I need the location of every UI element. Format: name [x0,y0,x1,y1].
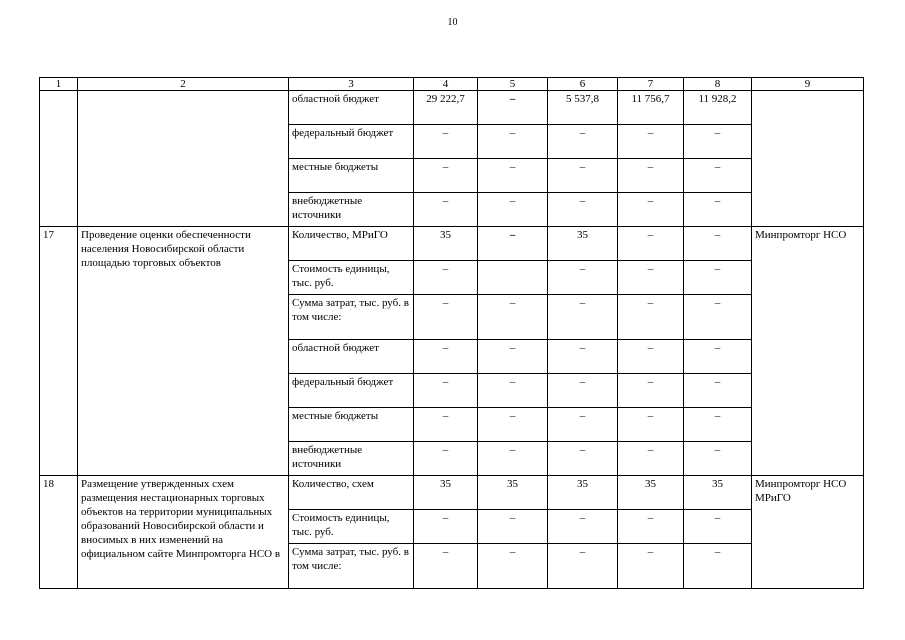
value-cell: – [548,295,618,340]
header-cell: 7 [618,78,684,91]
value-cell: – [414,374,478,408]
value-cell: – [548,544,618,589]
row-label: федеральный бюджет [289,125,414,159]
value-cell: – [618,544,684,589]
value-cell: – [478,408,548,442]
header-cell: 5 [478,78,548,91]
value-cell: – [414,125,478,159]
value-cell: – [684,227,752,261]
value-cell: – [414,159,478,193]
value-cell: – [478,510,548,544]
value-cell: – [684,193,752,227]
value-cell: – [618,442,684,476]
value-cell: 11 928,2 [684,91,752,125]
value-cell: – [684,442,752,476]
header-cell: 8 [684,78,752,91]
value-cell: – [478,91,548,125]
page-number: 10 [447,17,458,28]
item-title: Проведение оценки обеспеченности населения Новосибирской области площадью торговых объектов [78,227,289,476]
value-cell: – [478,442,548,476]
row-label: Количество, МРиГО [289,227,414,261]
item-executor: Минпромторг НСО МРиГО [752,476,864,589]
value-cell: – [478,544,548,589]
header-row [40,78,864,91]
value-cell: – [548,374,618,408]
value-cell: 35 [414,476,478,510]
value-cell: – [414,340,478,374]
table-row [40,91,864,125]
executor-cell-empty [752,91,864,227]
header-cell: 9 [752,78,864,91]
value-cell: – [684,374,752,408]
item-number: 17 [40,227,78,476]
value-cell: 35 [414,227,478,261]
row-label: областной бюджет [289,91,414,125]
value-cell: 35 [478,476,548,510]
value-cell: – [684,125,752,159]
value-cell: – [414,408,478,442]
num-cell-empty [40,91,78,227]
value-cell: – [684,544,752,589]
value-cell: – [414,544,478,589]
value-cell: – [684,295,752,340]
value-cell: – [414,193,478,227]
row-label: Сумма затрат, тыс. руб. в том числе: [289,544,414,589]
value-cell: – [618,510,684,544]
value-cell [478,261,548,295]
value-cell: – [478,125,548,159]
value-cell: – [684,510,752,544]
value-cell: – [548,159,618,193]
value-cell: – [414,510,478,544]
row-label: федеральный бюджет [289,374,414,408]
value-cell: – [414,295,478,340]
value-cell: 5 537,8 [548,91,618,125]
value-cell: – [618,340,684,374]
table-row [40,476,864,510]
row-label: местные бюджеты [289,159,414,193]
header-cell: 2 [78,78,289,91]
value-cell: – [618,295,684,340]
header-cell: 4 [414,78,478,91]
header-cell: 1 [40,78,78,91]
value-cell: – [548,442,618,476]
value-cell: – [478,295,548,340]
value-cell: – [478,340,548,374]
value-cell: 35 [548,227,618,261]
row-label: внебюджетные источники [289,442,414,476]
value-cell: – [618,193,684,227]
value-cell: – [684,408,752,442]
row-label: Стоимость единицы, тыс. руб. [289,510,414,544]
value-cell: – [414,442,478,476]
row-label: Стоимость единицы, тыс. руб. [289,261,414,295]
value-cell: – [548,261,618,295]
value-cell: – [618,408,684,442]
row-label: местные бюджеты [289,408,414,442]
value-cell: – [478,193,548,227]
value-cell: – [548,125,618,159]
value-cell: – [684,159,752,193]
value-cell: – [548,193,618,227]
header-cell: 3 [289,78,414,91]
value-cell: – [478,374,548,408]
value-cell: – [618,261,684,295]
item-title: Размещение утвержденных схем размещения нестационарных торговых объектов на территории муниципальных образований Новосибирской области и вносимых в них изменений на официальном сайте Минпромторга НСО в [78,476,289,589]
table-row [40,227,864,261]
value-cell: – [684,340,752,374]
item-executor: Минпромторг НСО [752,227,864,476]
value-cell: – [478,227,548,261]
header-cell: 6 [548,78,618,91]
row-label: внебюджетные источники [289,193,414,227]
value-cell: – [548,408,618,442]
value-cell: – [618,227,684,261]
row-label: Сумма затрат, тыс. руб. в том числе: [289,295,414,340]
value-cell: 11 756,7 [618,91,684,125]
row-label: Количество, схем [289,476,414,510]
value-cell: 35 [548,476,618,510]
value-cell: – [618,125,684,159]
value-cell: 35 [618,476,684,510]
value-cell: – [618,374,684,408]
program-table [39,77,864,589]
value-cell: – [548,340,618,374]
title-cell-empty [78,91,289,227]
value-cell: 35 [684,476,752,510]
value-cell: – [684,261,752,295]
value-cell: – [548,510,618,544]
value-cell: – [618,159,684,193]
item-number: 18 [40,476,78,589]
value-cell: 29 222,7 [414,91,478,125]
value-cell: – [414,261,478,295]
row-label: областной бюджет [289,340,414,374]
value-cell: – [478,159,548,193]
